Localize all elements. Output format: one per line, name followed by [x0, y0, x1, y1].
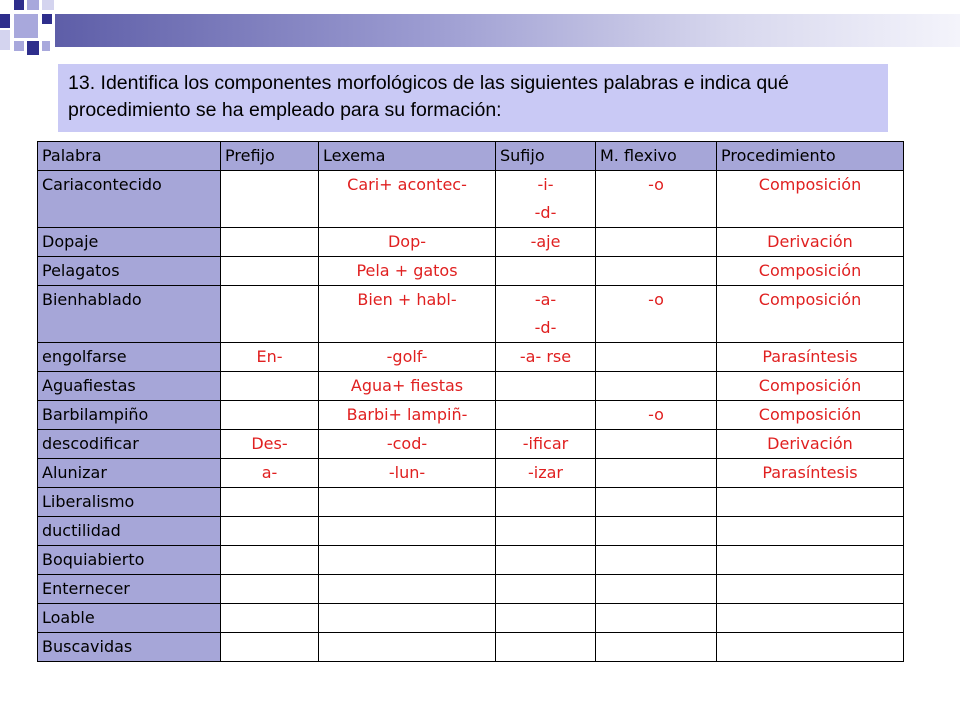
cell-procedimiento: Composición: [717, 257, 904, 286]
table-row: [38, 546, 904, 575]
cell-lexema: [319, 604, 496, 633]
cell-flexivo: [596, 517, 717, 546]
cell-procedimiento: [717, 546, 904, 575]
cell-palabra: Loable: [38, 604, 221, 633]
col-header-sufijo: Sufijo: [496, 142, 596, 171]
decor-square: [42, 41, 50, 51]
sufijo-part: -izar: [528, 463, 563, 482]
cell-palabra: Alunizar: [38, 459, 221, 488]
decor-square: [14, 14, 38, 38]
cell-procedimiento: Derivación: [717, 228, 904, 257]
cell-flexivo: [596, 575, 717, 604]
cell-prefijo: [221, 286, 319, 343]
cell-lexema: Pela + gatos: [319, 257, 496, 286]
cell-flexivo: [596, 459, 717, 488]
cell-procedimiento: Parasíntesis: [717, 343, 904, 372]
sufijo-part: -a- rse: [519, 347, 572, 366]
cell-sufijo: [496, 401, 596, 430]
cell-palabra: descodificar: [38, 430, 221, 459]
cell-flexivo: [596, 372, 717, 401]
cell-sufijo: [496, 430, 596, 459]
col-header-procedimiento: Procedimiento: [717, 142, 904, 171]
cell-procedimiento: [717, 633, 904, 662]
cell-flexivo: [596, 604, 717, 633]
decor-square: [0, 14, 10, 28]
cell-lexema: -golf-: [319, 343, 496, 372]
sufijo-part: -ificar: [522, 434, 569, 453]
decor-square: [27, 41, 39, 55]
cell-prefijo: a-: [221, 459, 319, 488]
table-row: [38, 286, 904, 343]
table-row: [38, 604, 904, 633]
cell-sufijo: [496, 517, 596, 546]
cell-procedimiento: Derivación: [717, 430, 904, 459]
sufijo-part: -d-: [534, 203, 557, 222]
cell-sufijo: [496, 633, 596, 662]
cell-prefijo: [221, 372, 319, 401]
decor-square: [27, 0, 39, 10]
sufijo-part: -aje: [530, 232, 561, 251]
cell-flexivo: [596, 257, 717, 286]
cell-flexivo: [596, 343, 717, 372]
morphology-table: [37, 141, 904, 662]
cell-sufijo: [496, 228, 596, 257]
decor-square: [14, 0, 24, 10]
cell-procedimiento: Composición: [717, 286, 904, 343]
sufijo-part: -d-: [534, 318, 557, 337]
cell-palabra: Dopaje: [38, 228, 221, 257]
cell-lexema: [319, 575, 496, 604]
cell-prefijo: [221, 257, 319, 286]
cell-prefijo: [221, 171, 319, 228]
cell-procedimiento: [717, 488, 904, 517]
cell-flexivo: [596, 488, 717, 517]
cell-flexivo: [596, 430, 717, 459]
table-row: [38, 430, 904, 459]
cell-lexema: Bien + habl-: [319, 286, 496, 343]
table-row: [38, 575, 904, 604]
cell-palabra: Liberalismo: [38, 488, 221, 517]
cell-lexema: Barbi+ lampiñ-: [319, 401, 496, 430]
cell-procedimiento: [717, 517, 904, 546]
cell-sufijo: [496, 343, 596, 372]
table-row: [38, 343, 904, 372]
table-row: [38, 633, 904, 662]
cell-sufijo: [496, 372, 596, 401]
cell-lexema: Agua+ fiestas: [319, 372, 496, 401]
cell-lexema: [319, 517, 496, 546]
cell-palabra: engolfarse: [38, 343, 221, 372]
col-header-prefijo: Prefijo: [221, 142, 319, 171]
sufijo-part: -a-: [534, 290, 557, 309]
decor-square: [0, 30, 10, 50]
cell-palabra: Cariacontecido: [38, 171, 221, 228]
cell-palabra: Aguafiestas: [38, 372, 221, 401]
cell-prefijo: [221, 488, 319, 517]
cell-palabra: Barbilampiño: [38, 401, 221, 430]
col-header-lexema: Lexema: [319, 142, 496, 171]
decor-square: [42, 14, 52, 24]
cell-palabra: Bienhablado: [38, 286, 221, 343]
cell-lexema: [319, 546, 496, 575]
cell-prefijo: En-: [221, 343, 319, 372]
cell-sufijo: [496, 546, 596, 575]
cell-lexema: -lun-: [319, 459, 496, 488]
decor-square: [14, 41, 24, 51]
cell-sufijo: [496, 488, 596, 517]
cell-procedimiento: Composición: [717, 171, 904, 228]
cell-flexivo: [596, 633, 717, 662]
cell-palabra: Pelagatos: [38, 257, 221, 286]
table-row: [38, 517, 904, 546]
cell-prefijo: [221, 546, 319, 575]
cell-sufijo: [496, 257, 596, 286]
cell-procedimiento: Composición: [717, 372, 904, 401]
cell-prefijo: [221, 228, 319, 257]
cell-procedimiento: Composición: [717, 401, 904, 430]
header-gradient-bar: [55, 14, 960, 47]
cell-lexema: Dop-: [319, 228, 496, 257]
cell-lexema: -cod-: [319, 430, 496, 459]
table-row: [38, 488, 904, 517]
cell-palabra: ductilidad: [38, 517, 221, 546]
cell-sufijo: [496, 171, 596, 228]
cell-palabra: Enternecer: [38, 575, 221, 604]
cell-lexema: [319, 633, 496, 662]
cell-flexivo: -o: [596, 171, 717, 228]
table-row: [38, 401, 904, 430]
cell-flexivo: -o: [596, 401, 717, 430]
cell-procedimiento: [717, 604, 904, 633]
cell-prefijo: [221, 604, 319, 633]
cell-lexema: Cari+ acontec-: [319, 171, 496, 228]
cell-sufijo: [496, 286, 596, 343]
cell-sufijo: [496, 575, 596, 604]
table-row: [38, 257, 904, 286]
table-row: [38, 459, 904, 488]
table-row: [38, 171, 904, 228]
decor-square: [42, 0, 54, 10]
cell-prefijo: Des-: [221, 430, 319, 459]
table-row: [38, 372, 904, 401]
cell-palabra: Buscavidas: [38, 633, 221, 662]
col-header-palabra: Palabra: [38, 142, 221, 171]
cell-procedimiento: Parasíntesis: [717, 459, 904, 488]
cell-prefijo: [221, 517, 319, 546]
table-header-row: [38, 142, 904, 171]
cell-prefijo: [221, 401, 319, 430]
cell-flexivo: [596, 228, 717, 257]
cell-sufijo: [496, 459, 596, 488]
cell-palabra: Boquiabierto: [38, 546, 221, 575]
cell-flexivo: [596, 546, 717, 575]
cell-prefijo: [221, 633, 319, 662]
col-header-flexivo: M. flexivo: [596, 142, 717, 171]
cell-lexema: [319, 488, 496, 517]
table-row: [38, 228, 904, 257]
cell-sufijo: [496, 604, 596, 633]
cell-prefijo: [221, 575, 319, 604]
exercise-statement: 13. Identifica los componentes morfológicos de las siguientes palabras e indica qué procedimiento se ha empleado para su formación:: [58, 64, 888, 132]
sufijo-part: -i-: [537, 175, 554, 194]
cell-procedimiento: [717, 575, 904, 604]
cell-flexivo: -o: [596, 286, 717, 343]
